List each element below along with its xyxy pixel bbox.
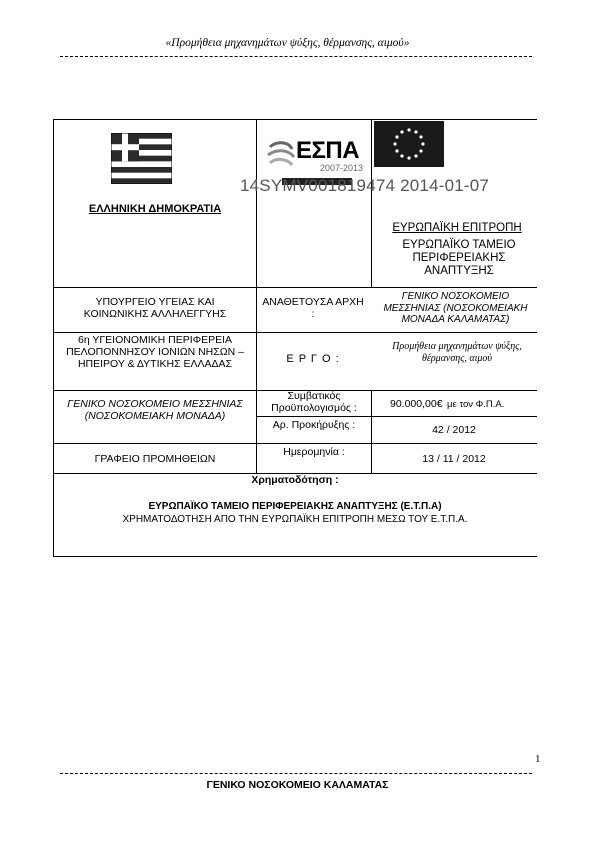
page-number: 1 (535, 753, 541, 765)
eu-commission-label: ΕΥΡΩΠΑΪΚΗ ΕΠΙΤΡΟΠΗ (392, 222, 522, 234)
procurement-office-label: ΓΡΑΦΕΙΟ ΠΡΟΜΗΘΕΙΩΝ (94, 453, 216, 465)
budget-amount: 90.000,00€ (390, 398, 443, 410)
budget-vat-note: με τον Φ.Π.Α. (447, 399, 505, 410)
column-divider (371, 119, 372, 287)
column-divider (256, 119, 257, 473)
funding-label: Χρηματοδότηση : (251, 474, 339, 486)
budget-label: Συμβατικός Προϋπολογισμός : (271, 390, 357, 415)
row-divider (53, 443, 537, 444)
greek-flag-icon (111, 133, 172, 184)
ministry-label: ΥΠΟΥΡΓΕΙΟ ΥΓΕΙΑΣ ΚΑΙ ΚΟΙΝΩΝΙΚΗΣ ΑΛΛΗΛΕΓΓΥΗΣ (83, 296, 227, 321)
tender-number-value: 42 / 2012 (432, 424, 476, 436)
row-divider (256, 416, 537, 417)
tender-number-label: Αρ. Προκήρυξης : (272, 419, 356, 431)
document-header-title: «Προμήθεια μηχανημάτων ψύξης, θέρμανσης, αιμού» (165, 37, 410, 49)
hospital-unit-label: ΓΕΝΙΚΟ ΝΟΣΟΚΟΜΕΙΟ ΜΕΣΣΗΝΙΑΣ (ΝΟΣΟΚΟΜΕΙΑΚΗ ΜΟΝΑΔΑ) (67, 398, 243, 423)
eu-flag-icon (374, 121, 444, 167)
contracting-authority-value: ΓΕΝΙΚΟ ΝΟΣΟΚΟΜΕΙΟ ΜΕΣΣΗΝΙΑΣ (ΝΟΣΟΚΟΜΕΙΑΚΗ ΜΟΝΑΔΑ ΚΑΛΑΜΑΤΑΣ) (383, 291, 528, 325)
greek-republic-label: ΕΛΛΗΝΙΚΗ ΔΗΜΟΚΡΑΤΙΑ (88, 203, 222, 215)
date-label: Ημερομηνία : (283, 446, 345, 458)
funding-title: ΕΥΡΩΠΑΪΚΟ ΤΑΜΕΙΟ ΠΕΡΙΦΕΡΕΙΑΚΗΣ ΑΝΑΠΤΥΞΗΣ (Ε.Τ.Π.Α) (148, 501, 442, 512)
funding-description: ΧΡΗΜΑΤΟΔΟΤΗΣΗ ΑΠΟ ΤΗΝ ΕΥΡΩΠΑΪΚΗ ΕΠΙΤΡΟΠΗ ΜΕΣΩ ΤΟΥ Ε.Τ.Π.Α. (122, 514, 468, 525)
project-label: Ε Ρ Γ Ο : (286, 353, 340, 365)
project-value: Προμήθεια μηχανημάτων ψύξης, θέρμανσης, αιμού (392, 341, 522, 364)
date-value: 13 / 11 / 2012 (422, 453, 486, 465)
protocol-stamp: 14SYMV001819474 2014-01-07 (240, 176, 490, 195)
espa-logo-text: ΕΣΠΑ (296, 137, 360, 164)
contracting-authority-label: ΑΝΑΘΕΤΟΥΣΑ ΑΡΧΗ : (262, 296, 364, 321)
row-divider (53, 287, 537, 288)
footer-divider (60, 773, 532, 774)
espa-logo-years: 2007-2013 (320, 163, 364, 173)
erdf-title: ΕΥΡΩΠΑΪΚΟ ΤΑΜΕΙΟ ΠΕΡΙΦΕΡΕΙΑΚΗΣ ΑΝΑΠΤΥΞΗΣ (402, 239, 516, 278)
row-divider (53, 332, 537, 333)
footer-hospital-name: ΓΕΝΙΚΟ ΝΟΣΟΚΟΜΕΙΟ ΚΑΛΑΜΑΤΑΣ (206, 779, 389, 791)
header-divider (60, 56, 532, 57)
health-region-label: 6η ΥΓΕΙΟΝΟΜΙΚΗ ΠΕΡΙΦΕΡΕΙΑ ΠΕΛΟΠΟΝΝΗΣΟΥ ΙΟΝΙΩΝ ΝΗΣΩΝ – ΗΠΕΙΡΟΥ & ΔΥΤΙΚΗΣ ΕΛΛΑΔΑΣ (66, 334, 244, 371)
